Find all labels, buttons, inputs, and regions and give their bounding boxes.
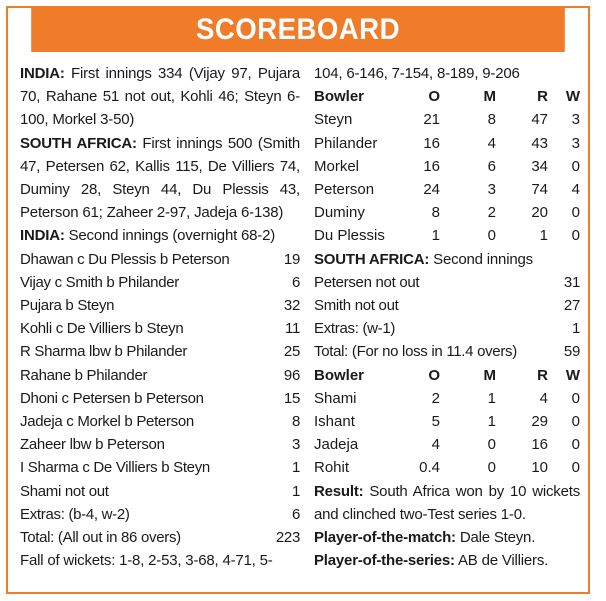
- bowling-figure: 0: [571, 413, 580, 431]
- batting-row: [20, 387, 300, 410]
- bowler-name: Shami: [314, 389, 357, 407]
- bowling-figure: 0: [487, 227, 496, 245]
- bowling-row: [314, 201, 580, 224]
- batsman-entry: Kohli c De Villiers b Steyn: [20, 320, 184, 338]
- runs-value: 1: [571, 320, 580, 338]
- batsman-entry: Rahane b Philander: [20, 366, 148, 384]
- bowling-row: [314, 410, 580, 433]
- runs-value: 3: [291, 436, 300, 454]
- runs-value: 223: [275, 529, 300, 547]
- player-of-the-match: [314, 526, 580, 549]
- bowling-figure: 74: [531, 181, 548, 199]
- sa-first-innings: [20, 132, 300, 225]
- bowling-figure: 4: [487, 134, 496, 152]
- bowling-figure: 1: [487, 413, 496, 431]
- batting-row: [314, 340, 580, 363]
- left-column: [20, 62, 300, 572]
- batsman-entry: Jadeja c Morkel b Peterson: [20, 413, 194, 431]
- bowling-figure: 20: [531, 204, 548, 222]
- batsman-entry: Zaheer lbw b Peterson: [20, 436, 165, 454]
- bowling-figure: 8: [431, 204, 440, 222]
- batting-row: [20, 271, 300, 294]
- india-first-innings: [20, 62, 300, 132]
- bowling-header-cell: W: [565, 88, 580, 106]
- bowling-figure: 8: [487, 111, 496, 129]
- result-lead: Result:: [314, 482, 364, 500]
- bowling-header-row: [314, 85, 580, 108]
- potm-text: Dale Steyn.: [455, 529, 536, 547]
- scoreboard-title: SCOREBOARD: [31, 8, 565, 52]
- batting-row: [20, 503, 300, 526]
- player-of-the-series: [314, 549, 580, 572]
- bowling-figure: 3: [571, 111, 580, 129]
- batting-row: [20, 480, 300, 503]
- bowling-header-cell: O: [428, 88, 440, 106]
- bowling-header-cell: Bowler: [314, 88, 365, 106]
- bowling-figure: 24: [423, 181, 440, 199]
- sa-second-innings-heading: [314, 248, 580, 271]
- bowler-name: Philander: [314, 134, 378, 152]
- bowling-figure: 3: [571, 134, 580, 152]
- runs-value: 15: [283, 389, 300, 407]
- bowling-header-cell: R: [537, 366, 548, 384]
- batsman-entry: R Sharma lbw b Philander: [20, 343, 188, 361]
- bowling-figure: 1: [487, 389, 496, 407]
- bowling-figure: 16: [423, 157, 440, 175]
- bowling-figure: 43: [531, 134, 548, 152]
- bowler-name: Peterson: [314, 181, 375, 199]
- batting-row: [20, 294, 300, 317]
- result-text: South Africa won by 10 wickets and clinched two-Test series 1-0.: [314, 482, 580, 523]
- runs-value: 59: [563, 343, 580, 361]
- batsman-entry: Smith not out: [314, 297, 399, 315]
- sa-second-batting-list: [314, 271, 580, 364]
- bowler-name: Duminy: [314, 204, 365, 222]
- bowling-figure: 0: [571, 227, 580, 245]
- runs-value: 1: [291, 482, 300, 500]
- bowling-figure: 0: [571, 436, 580, 454]
- bowling-figure: 3: [487, 181, 496, 199]
- batting-row: [20, 317, 300, 340]
- bowling-row: [314, 155, 580, 178]
- india-second-batting-list: [20, 248, 300, 550]
- bowling-figure: 5: [431, 413, 440, 431]
- batsman-entry: I Sharma c De Villiers b Steyn: [20, 459, 210, 477]
- bowling-figure: 10: [531, 459, 548, 477]
- bowling-header-cell: M: [483, 88, 496, 106]
- bowling-header-cell: R: [537, 88, 548, 106]
- bowling-figure: 29: [531, 413, 548, 431]
- bowling-row: [314, 224, 580, 247]
- bowling-figure: 4: [571, 181, 580, 199]
- fall-of-wickets-cont: 104, 6-146, 7-154, 8-189, 9-206: [314, 65, 520, 82]
- batsman-entry: Pujara b Steyn: [20, 297, 115, 315]
- batsman-entry: Shami not out: [20, 482, 109, 500]
- bowling-figure: 0: [487, 459, 496, 477]
- bowling-figure: 4: [539, 389, 548, 407]
- bowling-row: [314, 387, 580, 410]
- batsman-entry: Extras: (b-4, w-2): [20, 505, 130, 523]
- bowling-figure: 2: [431, 389, 440, 407]
- bowling-figure: 0: [571, 459, 580, 477]
- india-second-innings-heading: [20, 224, 300, 247]
- runs-value: 96: [283, 366, 300, 384]
- batting-row: [314, 294, 580, 317]
- potm-lead: Player-of-the-match:: [314, 529, 456, 547]
- bowling-header-cell: M: [483, 366, 496, 384]
- batting-row: [314, 271, 580, 294]
- runs-value: 6: [291, 273, 300, 291]
- batsman-entry: Total: (For no loss in 11.4 overs): [314, 343, 517, 361]
- batting-row: [20, 526, 300, 549]
- match-result: [314, 480, 580, 526]
- bowling-figure: 1: [431, 227, 440, 245]
- india-second-lead: INDIA:: [20, 227, 65, 245]
- runs-value: 1: [291, 459, 300, 477]
- bowler-name: Jadeja: [314, 436, 359, 454]
- fall-of-wickets: Fall of wickets: 1-8, 2-53, 3-68, 4-71, 5-: [20, 552, 273, 570]
- bowling-figure: 0: [571, 157, 580, 175]
- sa-bowling-table: [314, 85, 580, 247]
- bowling-figure: 0.4: [419, 459, 440, 477]
- runs-value: 27: [563, 297, 580, 315]
- bowling-figure: 2: [487, 204, 496, 222]
- batting-row: [20, 340, 300, 363]
- runs-value: 25: [283, 343, 300, 361]
- bowling-figure: 16: [531, 436, 548, 454]
- bowling-figure: 1: [539, 227, 548, 245]
- sa-second-lead: SOUTH AFRICA:: [314, 250, 430, 268]
- bowling-figure: 0: [487, 436, 496, 454]
- india-first-lead: INDIA:: [20, 65, 65, 82]
- bowler-name: Morkel: [314, 157, 360, 175]
- runs-value: 8: [291, 413, 300, 431]
- right-column: [314, 62, 580, 572]
- bowling-figure: 34: [531, 157, 548, 175]
- batsman-entry: Extras: (w-1): [314, 320, 396, 338]
- bowling-figure: 16: [423, 134, 440, 152]
- runs-value: 32: [283, 297, 300, 315]
- runs-value: 31: [563, 273, 580, 291]
- bowling-row: [314, 433, 580, 456]
- bowling-row: [314, 456, 580, 479]
- bowling-figure: 0: [571, 204, 580, 222]
- sa-first-text: First innings 500 (Smith 47, Petersen 62, Kallis 115, De Villiers 74, Duminy 28, Steyn 44, Du Plessis 43, Peterson 61; Zaheer 2-97, Jadeja 6-138): [20, 134, 300, 222]
- batsman-entry: Total: (All out in 86 overs): [20, 529, 181, 547]
- india-bowling-table: [314, 364, 580, 480]
- bowler-name: Steyn: [314, 111, 353, 129]
- bowling-figure: 47: [531, 111, 548, 129]
- batting-row: [20, 248, 300, 271]
- pots-lead: Player-of-the-series:: [314, 552, 455, 570]
- batsman-entry: Petersen not out: [314, 273, 420, 291]
- bowling-figure: 6: [487, 157, 496, 175]
- india-first-text: First innings 334 (Vijay 97, Pujara 70, Rahane 51 not out, Kohli 46; Steyn 6-100, Morkel 3-50): [20, 65, 300, 129]
- batting-row: [20, 410, 300, 433]
- bowling-header-row: [314, 364, 580, 387]
- bowling-figure: 4: [431, 436, 440, 454]
- runs-value: 6: [291, 505, 300, 523]
- bowler-name: Du Plessis: [314, 227, 385, 245]
- scoreboard-box: [6, 6, 590, 594]
- bowling-header-cell: Bowler: [314, 366, 365, 384]
- runs-value: 11: [285, 320, 300, 338]
- bowling-figure: 0: [571, 389, 580, 407]
- bowler-name: Ishant: [314, 413, 355, 431]
- bowling-row: [314, 108, 580, 131]
- bowling-figure: 21: [423, 111, 440, 129]
- bowling-row: [314, 132, 580, 155]
- batting-row: [20, 364, 300, 387]
- runs-value: 19: [283, 250, 300, 268]
- batsman-entry: Dhawan c Du Plessis b Peterson: [20, 250, 230, 268]
- batsman-entry: Vijay c Smith b Philander: [20, 273, 179, 291]
- batting-row: [20, 456, 300, 479]
- batting-row: [314, 317, 580, 340]
- bowler-name: Rohit: [314, 459, 350, 477]
- bowling-row: [314, 178, 580, 201]
- bowling-header-cell: O: [428, 366, 440, 384]
- batting-row: [20, 433, 300, 456]
- batsman-entry: Dhoni c Petersen b Peterson: [20, 389, 204, 407]
- bowling-header-cell: W: [565, 366, 580, 384]
- india-second-text: Second innings (overnight 68-2): [64, 227, 276, 245]
- sa-first-lead: SOUTH AFRICA:: [20, 134, 137, 152]
- sa-second-text: Second innings: [429, 250, 533, 268]
- pots-text: AB de Villiers.: [454, 552, 549, 570]
